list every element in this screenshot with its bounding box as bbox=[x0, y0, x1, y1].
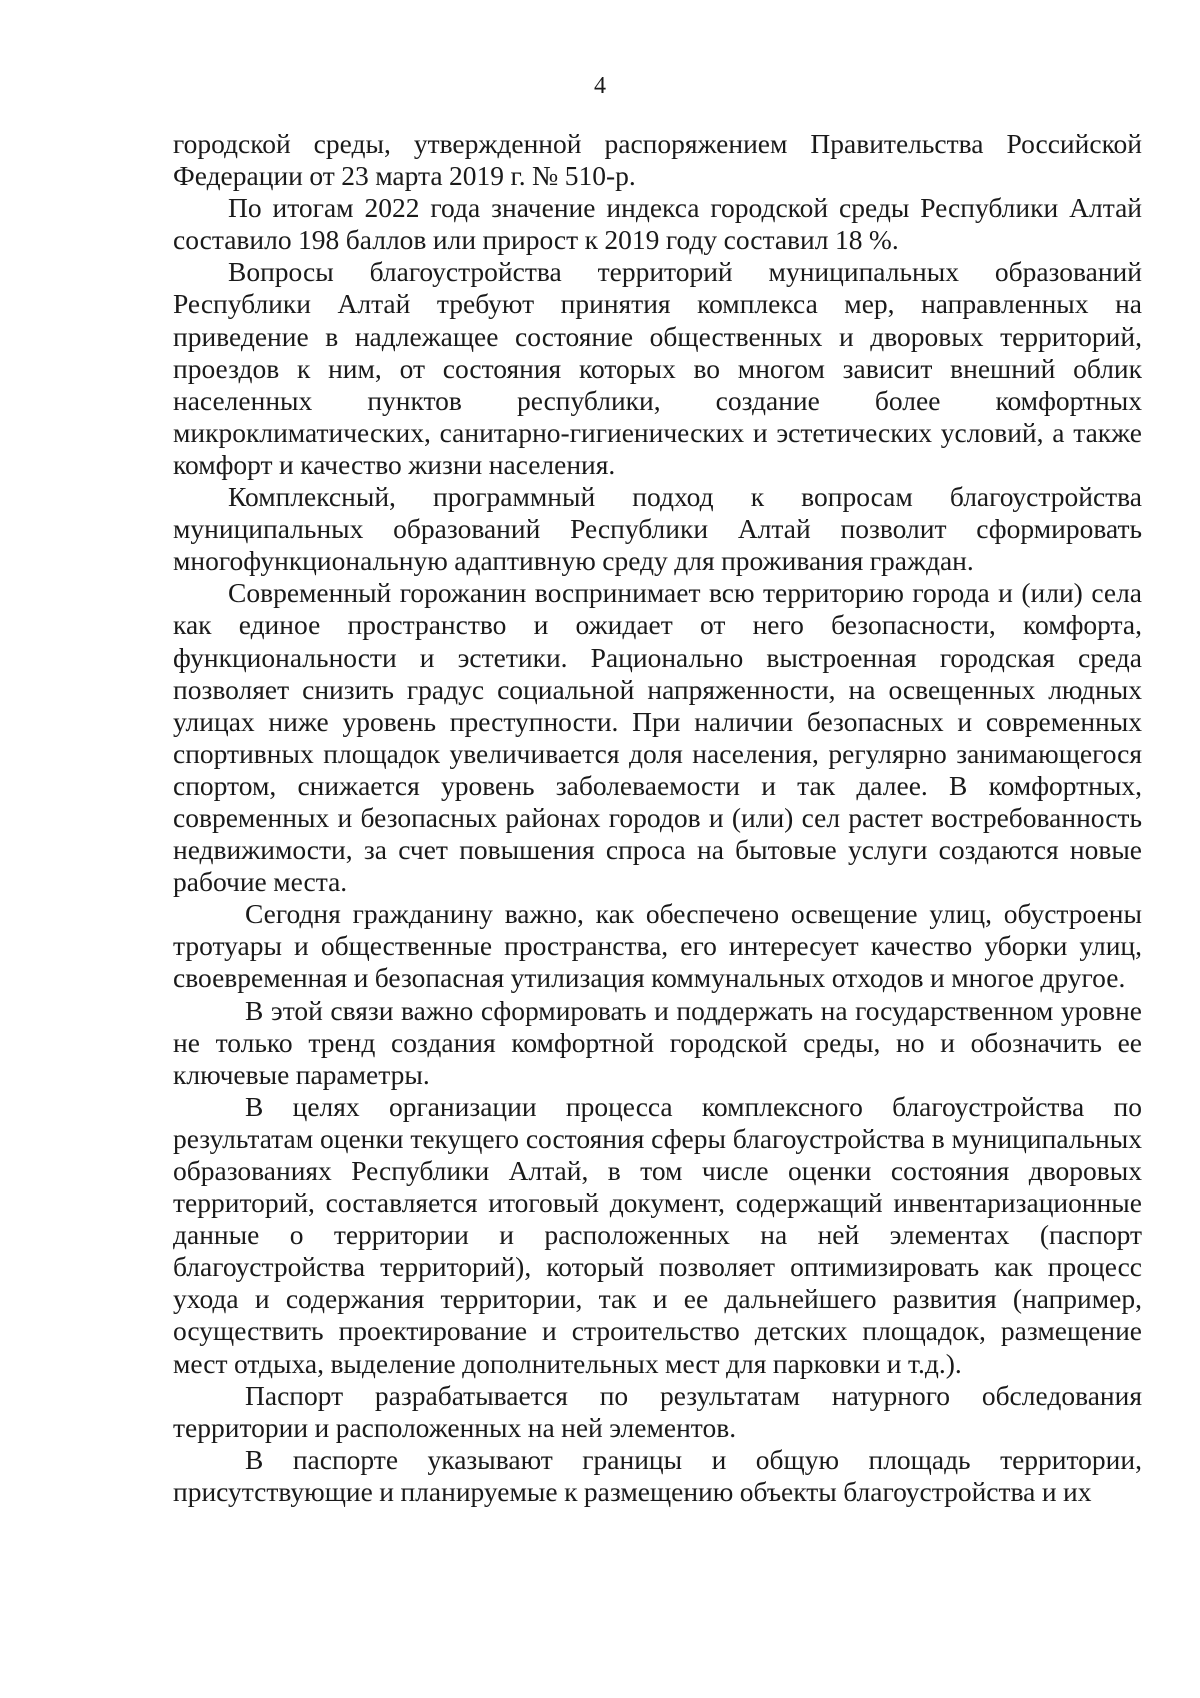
paragraph-modern-citizen: Современный горожанин воспринимает всю территорию города и (или) села как единое пространство и ожидает от него безопасности, комфорта, функциональности и эстетики. Рационально выстроенная городская среда позволяет снизить градус социальной напряженности, на освещенных людных улицах ниже уровень преступности. При наличии безопасных и современных спортивных площадок увеличивается доля населения, регулярно занимающегося спортом, снижается уровень заболеваемости и так далее. В комфортных, современных и безопасных районах городов и (или) сел растет востребованность недвижимости, за счет повышения спроса на бытовые услуги создаются новые рабочие места. bbox=[173, 577, 1142, 898]
paragraph-state-support: В этой связи важно сформировать и поддержать на государственном уровне не только тренд создания комфортной городской среды, но и обозначить ее ключевые параметры. bbox=[173, 994, 1142, 1090]
paragraph-passport-development: Паспорт разрабатывается по результатам натурного обследования территории и расположенных на ней элементов. bbox=[173, 1379, 1142, 1443]
paragraph-index-result: По итогам 2022 года значение индекса городской среды Республики Алтай составило 198 баллов или прирост к 2019 году составил 18 %. bbox=[173, 192, 1142, 256]
paragraph-continuation: городской среды, утвержденной распоряжением Правительства Российской Федерации от 23 марта 2019 г. № 510-р. bbox=[173, 128, 1142, 192]
paragraph-improvement-issues: Вопросы благоустройства территорий муниципальных образований Республики Алтай требуют принятия комплекса мер, направленных на приведение в надлежащее состояние общественных и дворовых территорий, проездов к ним, от состояния которых во многом зависит внешний облик населенных пунктов республики, создание более комфортных микроклиматических, санитарно-гигиенических и эстетических условий, а также комфорт и качество жизни населения. bbox=[173, 256, 1142, 480]
paragraph-citizen-priorities: Сегодня гражданину важно, как обеспечено освещение улиц, обустроены тротуары и общественные пространства, его интересует качество уборки улиц, своевременная и безопасная утилизация коммунальных отходов и многое другое. bbox=[173, 898, 1142, 994]
page-number: 4 bbox=[594, 73, 606, 99]
paragraph-passport-purpose: В целях организации процесса комплексного благоустройства по результатам оценки текущего состояния сферы благоустройства в муниципальных образованиях Республики Алтай, в том числе оценки состояния дворовых территорий, составляется итоговый документ, содержащий инвентаризационные данные о территории и расположенных на ней элементах (паспорт благоустройства территорий), который позволяет оптимизировать как процесс ухода и содержания территории, так и ее дальнейшего развития (например, осуществить проектирование и строительство детских площадок, размещение мест отдыха, выделение дополнительных мест для парковки и т.д.). bbox=[173, 1090, 1142, 1379]
paragraph-comprehensive-approach: Комплексный, программный подход к вопросам благоустройства муниципальных образований Республики Алтай позволит сформировать многофункциональную адаптивную среду для проживания граждан. bbox=[173, 481, 1142, 577]
document-body bbox=[173, 128, 1142, 1508]
paragraph-passport-contents: В паспорте указывают границы и общую площадь территории, присутствующие и планируемые к размещению объекты благоустройства и их bbox=[173, 1443, 1142, 1507]
